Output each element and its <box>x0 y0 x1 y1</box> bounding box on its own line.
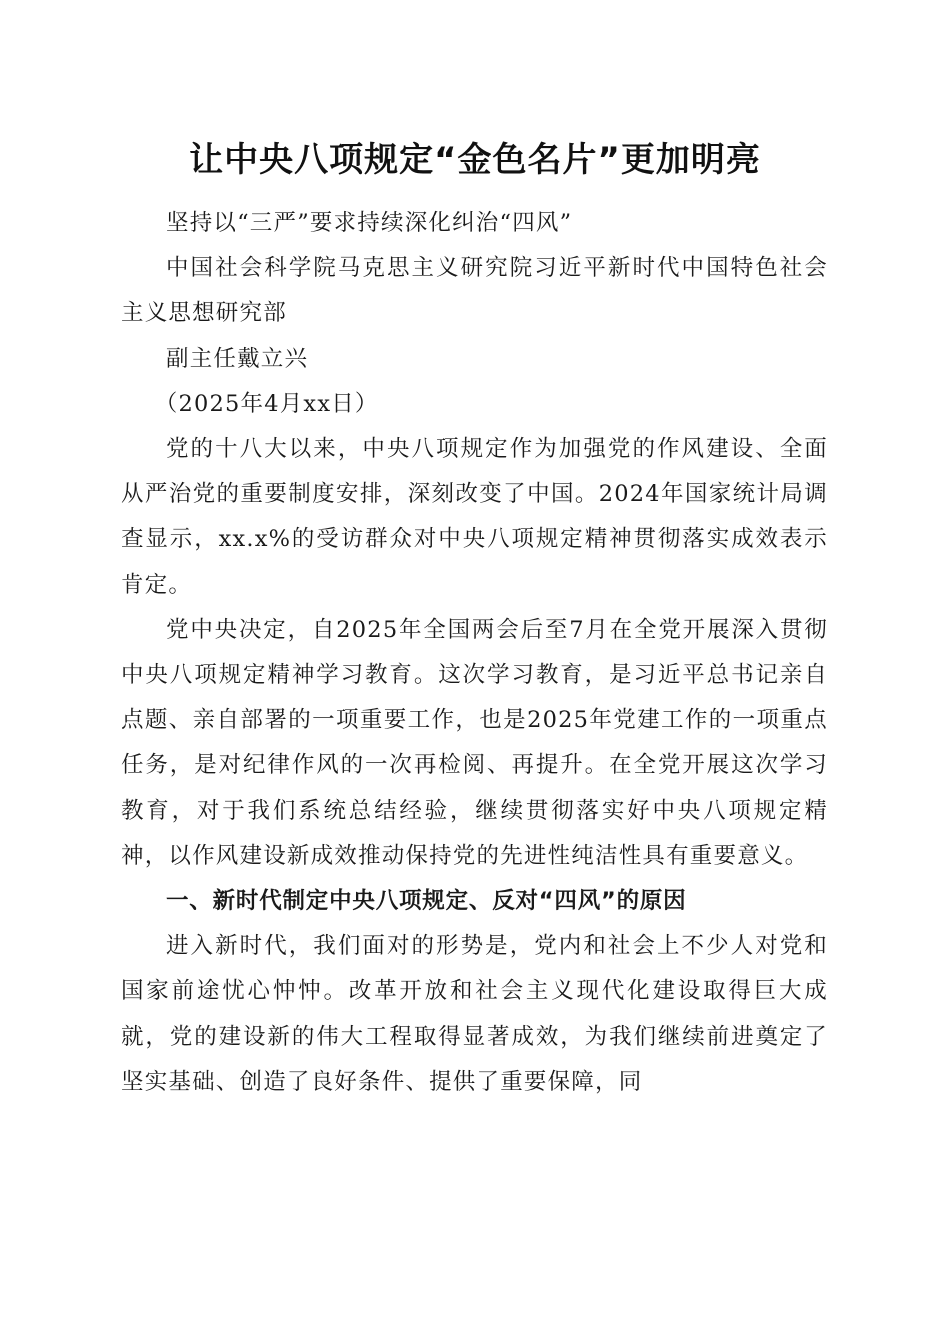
document-body <box>121 201 828 1105</box>
body-paragraph: 党中央决定，自2025年全国两会后至7月在全党开展深入贯彻中央八项规定精神学习教育。这次学习教育，是习近平总书记亲自点题、亲自部署的一项重要工作，也是2025年党建工作的一项重点任务，是对纪律作风的一次再检阅、再提升。在全党开展这次学习教育，对于我们系统总结经验，继续贯彻落实好中央八项规定精神，以作风建设新成效推动保持党的先进性纯洁性具有重要意义。 <box>121 616 828 869</box>
document-title: 让中央八项规定“金色名片”更加明亮 <box>189 140 761 180</box>
document-subtitle: 坚持以“三严”要求持续深化纠治“四风” <box>166 210 573 236</box>
section-paragraph: 进入新时代，我们面对的形势是，党内和社会上不少人对党和国家前途忧心忡忡。改革开放和社会主义现代化建设取得巨大成就，党的建设新的伟大工程取得显著成效，为我们继续前进奠定了坚实基础、创造了良好条件、提供了重要保障，同 <box>121 933 828 1095</box>
publish-date: （2025年4月xx日） <box>154 390 379 417</box>
author-title: 副主任戴立兴 <box>166 345 309 372</box>
body-paragraph: 党的十八大以来，中央八项规定作为加强党的作风建设、全面从严治党的重要制度安排，深刻改变了中国。2024年国家统计局调查显示，xx.x%的受访群众对中央八项规定精神贯彻落实成效表示肯定。 <box>121 436 828 598</box>
section-heading: 一、新时代制定中央八项规定、反对“四风”的原因 <box>166 888 687 915</box>
author-affiliation: 中国社会科学院马克思主义研究院习近平新时代中国特色社会主义思想研究部 <box>121 255 828 327</box>
